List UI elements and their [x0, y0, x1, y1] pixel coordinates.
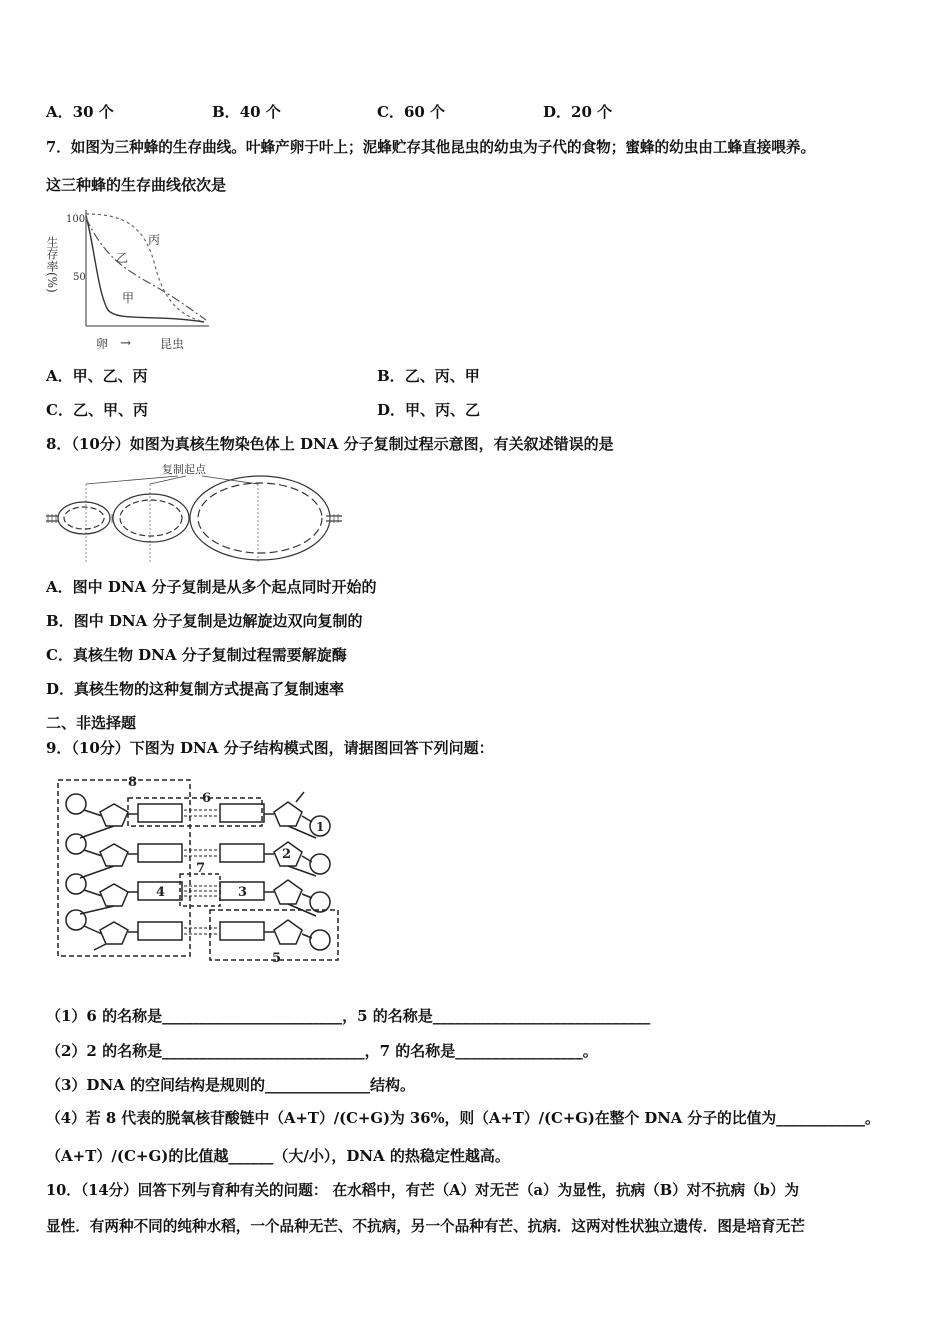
q8-option-d: D．真核生物的这种复制方式提高了复制速率 [46, 680, 345, 698]
q7-survival-curve-figure [44, 204, 214, 356]
q9-sub1: （1）6 的名称是________________________，5 的名称是_____________________________ [46, 1007, 651, 1025]
q8-replication-bubble-3 [190, 476, 330, 560]
q9-label-6: 6 [202, 791, 212, 806]
q9-label-1: 1 [316, 820, 325, 834]
q7-xlabel-start: 卵 [96, 337, 109, 351]
q7-ylabel: 生存率(%) [45, 236, 59, 293]
q6-option-d: D．20 个 [543, 103, 613, 121]
q9-label-2: 2 [282, 847, 292, 862]
q7-label-bing: 丙 [148, 233, 161, 247]
q7-option-a: A．甲、乙、丙 [46, 367, 148, 385]
q9-label-7: 7 [196, 861, 206, 876]
q9-sub4: （4）若 8 代表的脱氧核苷酸链中（A+T）/(C+G)为 36%，则（A+T）/(C+G)在整个 DNA 分子的比值为____________。 [46, 1110, 880, 1127]
q8-option-b: B．图中 DNA 分子复制是边解旋边双向复制的 [46, 612, 363, 630]
q7-option-d: D．甲、丙、乙 [377, 401, 481, 419]
q8-stem: 8．（10分）如图为真核生物染色体上 DNA 分子复制过程示意图，有关叙述错误的是 [46, 435, 614, 453]
q9-label-5: 5 [272, 951, 282, 964]
q7-stem-line2: 这三种蜂的生存曲线依次是 [46, 176, 227, 194]
q8-option-a: A．图中 DNA 分子复制是从多个起点同时开始的 [46, 578, 377, 596]
q8-option-c: C．真核生物 DNA 分子复制过程需要解旋酶 [46, 646, 347, 664]
q10-line2: 显性．有两种不同的纯种水稻，一个品种无芒、不抗病，另一个品种有芒、抗病．这两对性状独立遗传．图是培育无芒 [46, 1218, 805, 1235]
q9-label-3: 3 [238, 885, 248, 900]
q6-option-b: B．40 个 [212, 103, 281, 121]
q9-sub5: （A+T）/(C+G)的比值越______（大/小），DNA 的热稳定性越高。 [46, 1147, 510, 1165]
q7-label-yi: 乙 [116, 251, 129, 265]
q7-xlabel-arrow: → [120, 336, 131, 351]
q6-option-c: C．60 个 [377, 103, 446, 121]
q7-stem-line1: 7．如图为三种蜂的生存曲线。叶蜂产卵于叶上；泥蜂贮存其他昆虫的幼虫为子代的食物；蜜蜂的幼虫由工蜂直接喂养。 [46, 139, 816, 156]
q7-label-jia: 甲 [122, 291, 135, 305]
q7-option-b: B．乙、丙、甲 [377, 367, 480, 385]
q6-option-a: A．30 个 [46, 103, 114, 121]
q7-option-c: C．乙、甲、丙 [46, 401, 148, 419]
q8-origin-label: 复制起点 [162, 463, 206, 476]
q10-line1: 10．（14分）回答下列与育种有关的问题： 在水稻中，有芒（A）对无芒（a）为显性，抗病（B）对不抗病（b）为 [46, 1182, 800, 1199]
q7-curve-yi [86, 218, 206, 320]
q9-box-7 [180, 874, 220, 906]
q9-sub2: （2）2 的名称是___________________________，7 的名称是_________________。 [46, 1042, 598, 1060]
section-title: 二、非选择题 [46, 714, 137, 732]
q7-tick-50: 50 [73, 272, 86, 283]
q8-replication-bubble-2 [113, 494, 189, 542]
q9-dna-structure-figure [54, 772, 346, 964]
q7-xlabel-end: 昆虫 [160, 337, 185, 351]
q8-dna-replication-figure [46, 460, 346, 564]
q9-label-8: 8 [128, 775, 138, 790]
q7-tick-100: 100 [66, 214, 86, 225]
q9-stem: 9．（10分）下图为 DNA 分子结构模式图，请据图回答下列问题： [46, 739, 494, 757]
q9-label-4: 4 [156, 885, 166, 900]
q9-sub3: （3）DNA 的空间结构是规则的______________结构。 [46, 1076, 416, 1094]
